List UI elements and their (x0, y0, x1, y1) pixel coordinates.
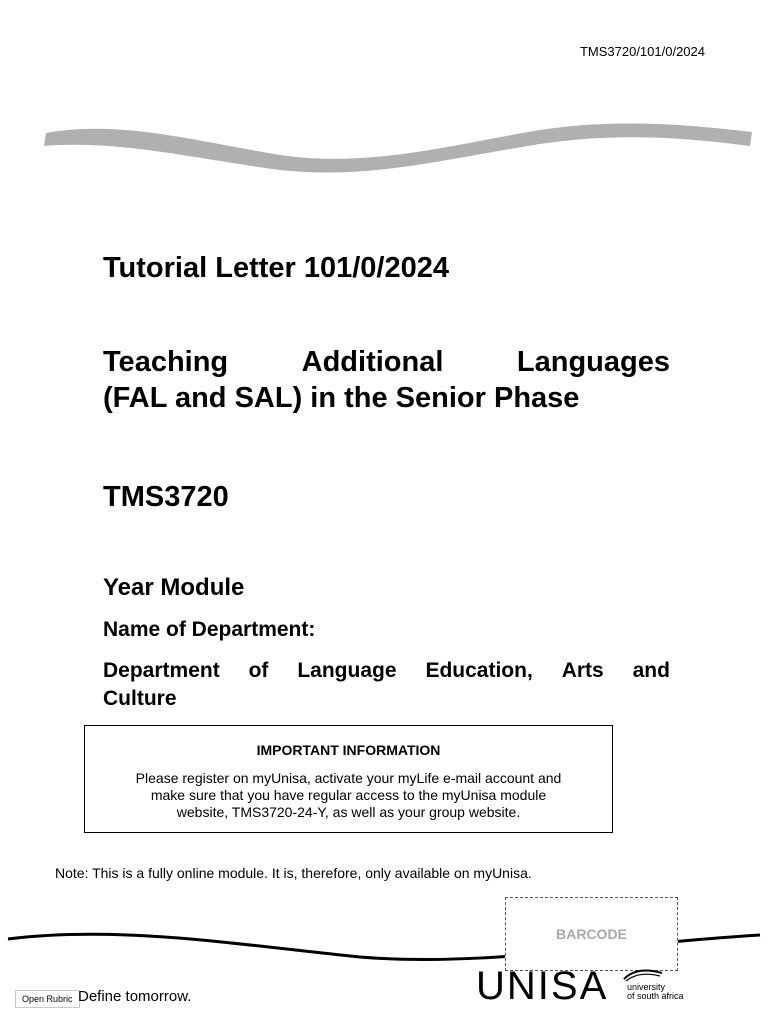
unisa-swoosh-icon (622, 967, 664, 983)
document-code: TMS3720/101/0/2024 (579, 44, 705, 59)
module-title-word: Additional (301, 346, 444, 378)
tutorial-letter-title: Tutorial Letter 101/0/2024 (103, 252, 450, 284)
top-swoosh-decoration (40, 100, 760, 180)
year-module-label: Year Module (103, 574, 245, 601)
online-module-note: Note: This is a fully online module. It is, therefore, only available on myUnisa. (55, 865, 532, 881)
department-word: and (632, 659, 670, 682)
tagline: Define tomorrow. (78, 988, 192, 1005)
department-word: Arts (561, 659, 604, 682)
module-title-word: Teaching (103, 346, 229, 378)
info-line: make sure that you have regular access to the myUnisa module (150, 787, 547, 803)
department-name (103, 657, 670, 713)
logo-sub-line: of south africa (627, 991, 684, 1001)
department-word: Education, (425, 659, 533, 682)
department-label: Name of Department: (103, 618, 316, 641)
module-title (103, 344, 670, 416)
barcode-label: BARCODE (556, 926, 627, 942)
department-word: Department (103, 659, 220, 682)
department-line2: Culture (103, 687, 177, 710)
info-line: Please register on myUnisa, activate your myLife e-mail account and (135, 770, 562, 786)
important-information-heading: IMPORTANT INFORMATION (256, 742, 441, 758)
info-line: website, TMS3720-24-Y, as well as your group website. (176, 804, 521, 820)
important-information-body (85, 770, 612, 821)
open-rubric-button[interactable]: Open Rubric (15, 990, 80, 1008)
department-word: Language (297, 659, 397, 682)
module-code: TMS3720 (103, 481, 229, 513)
unisa-logo-subtitle (627, 983, 684, 1001)
unisa-logo-text: UNISA (476, 964, 609, 1008)
module-title-word: Languages (516, 346, 670, 378)
logo-sub-line: university (627, 982, 666, 992)
barcode-placeholder (505, 897, 678, 971)
important-information-box (84, 725, 613, 833)
module-title-line2: (FAL and SAL) in the Senior Phase (103, 382, 580, 414)
department-word: of (248, 659, 269, 682)
